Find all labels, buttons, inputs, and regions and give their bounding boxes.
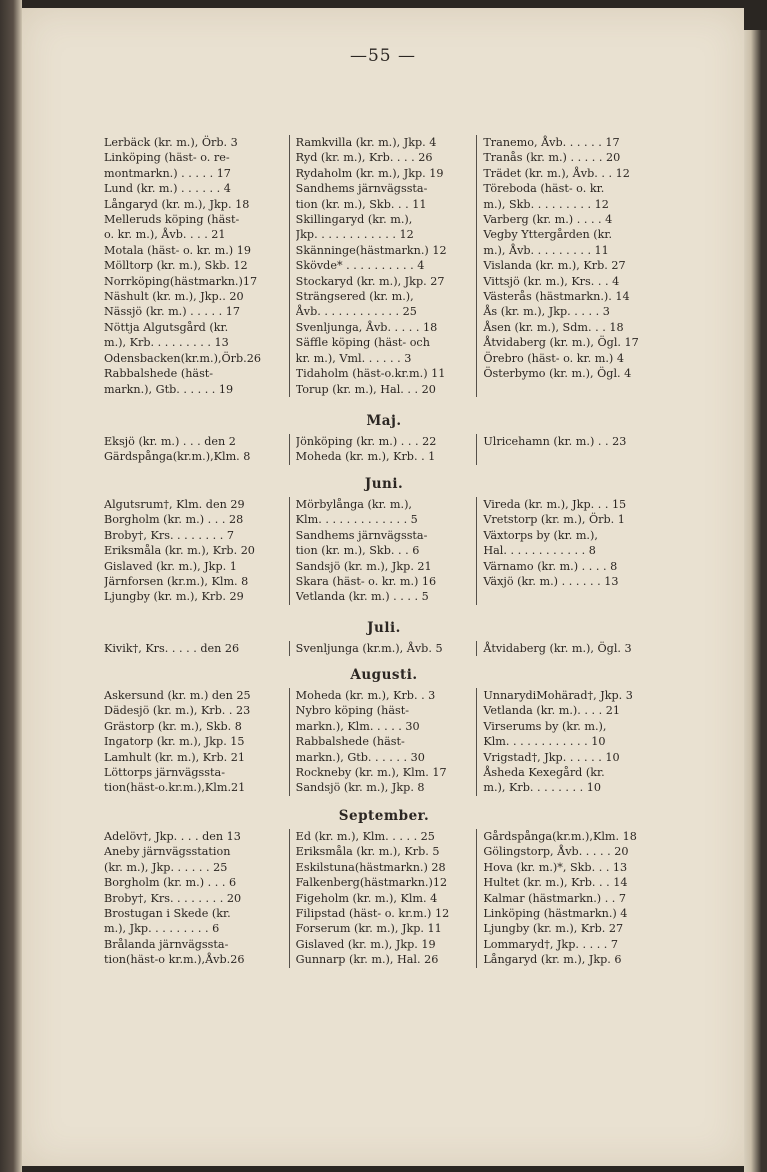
month-heading-juni: Juni. [364,476,404,492]
column-right [476,688,664,796]
list-entry: Norrköping(hästmarkn.)17 [104,274,258,288]
list-entry: Växjö (kr. m.) . . . . . . 13 [483,575,619,589]
column-middle [289,641,477,656]
list-entry: Odensbacken(kr.m.),Örb.26 [104,351,261,365]
column-left [104,688,289,796]
month-heading-maj: Maj. [366,413,402,429]
list-entry: Broby†, Krs. . . . . . . . 7 [104,528,234,542]
column-middle [289,497,477,605]
list-entry: montmarkn.) . . . . . 17 [104,166,231,180]
list-entry: Svenljunga, Åvb. . . . . 18 [295,320,438,334]
column-left [104,434,289,465]
column-left [104,829,289,968]
list-entry: Gårdspånga(kr.m.),Klm. 18 [483,830,637,843]
list-entry: Borgholm (kr. m.) . . . 6 [104,876,237,890]
list-entry: Borgholm (kr. m.) . . . 28 [104,513,244,527]
list-entry: tion (kr. m.), Skb. . . 11 [295,197,427,211]
list-entry: Sandsjö (kr. m.), Jkp. 8 [295,781,425,795]
list-entry: Växtorps by (kr. m.), [483,528,598,542]
list-entry: Askersund (kr. m.) den 25 [104,689,251,702]
list-entry: Åtvidaberg (kr. m.), Ögl. 17 [483,336,639,350]
list-entry: Kivik†, Krs. . . . . den 26 [104,642,240,655]
page-number: —55 — [349,46,417,66]
list-entry: (kr. m.), Jkp. . . . . . 25 [104,860,228,874]
list-entry: o. kr. m.), Åvb. . . . 21 [104,228,226,242]
list-entry: Ljungby (kr. m.), Krb. 27 [483,922,624,936]
list-entry: Hova (kr. m.)*, Skb. . . 13 [483,860,628,874]
month-heading-juli: Juli. [367,620,401,636]
list-entry: Varberg (kr. m.) . . . . 4 [483,213,613,227]
list-entry: Säffle köping (häst- och [295,336,430,350]
list-entry: Åtvidaberg (kr. m.), Ögl. 3 [483,642,632,655]
list-entry: m.), Krb. . . . . . . . 10 [483,781,601,795]
list-entry: kr. m.), Vml. . . . . . 3 [295,351,412,365]
list-entry: Rabbalshede (häst- [104,367,214,381]
list-entry: Trädet (kr. m.), Åvb. . . 12 [483,166,630,180]
list-entry: Nöttja Algutsgård (kr. [104,320,229,334]
list-entry: markn.), Gtb. . . . . . 30 [295,750,425,764]
list-entry: Vittsjö (kr. m.), Krs. . . 4 [483,274,620,288]
list-entry: m.), Åvb. . . . . . . . . 11 [483,243,609,257]
list-entry: Vislanda (kr. m.), Krb. 27 [483,259,626,273]
list-entry: Lerbäck (kr. m.), Örb. 3 [104,136,238,149]
book-spine-shadow [0,0,22,1172]
list-entry: Skillingaryd (kr. m.), [295,213,413,227]
list-entry: m.), Krb. . . . . . . . . 13 [104,336,229,350]
list-entry: Västerås (hästmarkn.). 14 [483,290,630,304]
list-entry: Rydaholm (kr. m.), Jkp. 19 [295,166,444,180]
list-entry: Sandsjö (kr. m.), Jkp. 21 [295,559,432,573]
list-entry: Vretstorp (kr. m.), Örb. 1 [483,513,625,527]
section-maj [104,434,664,465]
list-entry: Töreboda (häst- o. kr. [483,182,605,196]
list-entry: Tranås (kr. m.) . . . . . 20 [483,151,621,165]
list-entry: Gislaved (kr. m.), Jkp. 1 [104,559,237,573]
column-left [104,497,289,605]
list-entry: Hultet (kr. m.), Krb. . . 14 [483,876,628,890]
month-heading-augusti: Augusti. [350,667,418,683]
list-entry: Ingatorp (kr. m.), Jkp. 15 [104,735,245,749]
list-entry: Ås (kr. m.), Jkp. . . . . 3 [483,305,610,319]
list-entry: Skara (häst- o. kr. m.) 16 [295,575,437,589]
list-entry: Eskilstuna(hästmarkn.) 28 [295,860,446,874]
list-entry: Jönköping (kr. m.) . . . 22 [295,435,437,448]
list-entry: Torup (kr. m.), Hal. . . 20 [295,382,436,396]
column-right [476,434,664,465]
column-left [104,135,289,397]
list-entry: Kalmar (hästmarkn.) . . 7 [483,891,627,905]
list-entry: Eriksmåla (kr. m.), Krb. 5 [295,845,440,859]
list-entry: Linköping (häst- o. re- [104,151,230,165]
column-middle [289,688,477,796]
list-entry: Hal. . . . . . . . . . . . 8 [483,544,596,558]
section-september [104,829,664,968]
section-juli [104,641,664,656]
book-page [22,8,744,1166]
list-entry: Vetlanda (kr. m.) . . . . 5 [295,590,429,604]
list-entry: Skänninge(hästmarkn.) 12 [295,243,447,257]
list-entry: Svenljunga (kr.m.), Åvb. 5 [295,642,443,655]
list-entry: Stockaryd (kr. m.), Jkp. 27 [295,274,445,288]
list-entry: Åvb. . . . . . . . . . . . 25 [295,305,417,319]
column-middle [289,434,477,465]
list-entry: Åsheda Kexegård (kr. [483,766,605,780]
section-augusti [104,688,664,796]
list-entry: m.), Skb. . . . . . . . . 12 [483,197,609,211]
list-entry: Lamhult (kr. m.), Krb. 21 [104,750,245,764]
list-entry: tion(häst-o.kr.m.),Klm.21 [104,781,246,795]
list-entry: Sandhems järnvägssta- [295,182,428,196]
list-entry: Mörbylånga (kr. m.), [295,498,412,511]
list-entry: Dädesjö (kr. m.), Krb. . 23 [104,704,251,718]
column-middle [289,135,477,397]
list-entry: Eksjö (kr. m.) . . . den 2 [104,435,236,448]
list-entry: Gölingstorp, Åvb. . . . . 20 [483,845,629,859]
list-entry: Algutsrum†, Klm. den 29 [104,498,245,511]
list-entry: Vireda (kr. m.), Jkp. . . 15 [483,498,627,511]
list-entry: Rabbalshede (häst- [295,735,405,749]
list-entry: Moheda (kr. m.), Krb. . 1 [295,450,436,464]
list-entry: Vegby Yttergården (kr. [483,228,613,242]
list-entry: Jkp. . . . . . . . . . . . 12 [295,228,414,242]
list-entry: UnnarydiMohärad†, Jkp. 3 [483,689,633,702]
list-entry: Eriksmåla (kr. m.), Krb. 20 [104,544,255,558]
column-middle [289,829,477,968]
month-heading-september: September. [338,808,430,824]
list-entry: Figeholm (kr. m.), Klm. 4 [295,891,438,905]
list-entry: Ryd (kr. m.), Krb. . . . 26 [295,151,433,165]
list-entry: Örebro (häst- o. kr. m.) 4 [483,351,624,365]
list-entry: Sandhems järnvägssta- [295,528,428,542]
section-juni [104,497,664,605]
list-entry: Klm. . . . . . . . . . . . 10 [483,735,606,749]
list-entry: Järnforsen (kr.m.), Klm. 8 [104,575,249,589]
list-entry: Värnamo (kr. m.) . . . . 8 [483,559,618,573]
list-entry: tion(häst-o kr.m.),Åvb.26 [104,953,245,967]
list-entry: Ljungby (kr. m.), Krb. 29 [104,590,244,604]
list-entry: Tidaholm (häst-o.kr.m.) 11 [295,367,446,381]
list-entry: Skövde* . . . . . . . . . . 4 [295,259,425,273]
list-entry: Ed (kr. m.), Klm. . . . . 25 [295,830,435,843]
list-entry: Åsen (kr. m.), Sdm. . . 18 [483,320,624,334]
list-entry: Motala (häst- o. kr. m.) 19 [104,243,251,257]
column-right [476,641,664,656]
list-entry: markn.), Gtb. . . . . . 19 [104,382,234,396]
column-right [476,497,664,605]
list-entry: Långaryd (kr. m.), Jkp. 6 [483,953,622,967]
list-entry: Forserum (kr. m.), Jkp. 11 [295,922,442,936]
list-entry: Melleruds köping (häst- [104,213,240,227]
list-entry: Aneby järnvägsstation [104,845,231,859]
list-entry: Gislaved (kr. m.), Jkp. 19 [295,937,436,951]
list-entry: Österbymo (kr. m.), Ögl. 4 [483,367,632,381]
list-entry: Vrigstad†, Jkp. . . . . . 10 [483,750,620,764]
list-entry: Långaryd (kr. m.), Jkp. 18 [104,197,250,211]
column-left [104,641,289,656]
list-entry: Broby†, Krs. . . . . . . . 20 [104,891,242,905]
list-entry: Tranemo, Åvb. . . . . . 17 [483,136,620,149]
list-entry: Linköping (hästmarkn.) 4 [483,907,628,921]
list-entry: Lommaryd†, Jkp. . . . . 7 [483,937,619,951]
list-entry: markn.), Klm. . . . . 30 [295,719,420,733]
list-entry: Gärdspånga(kr.m.),Klm. 8 [104,450,251,464]
column-right [476,829,664,968]
section-continued [104,135,664,397]
list-entry: Adelöv†, Jkp. . . . den 13 [104,830,241,843]
list-entry: tion (kr. m.), Skb. . . 6 [295,544,420,558]
list-entry: Strängsered (kr. m.), [295,290,414,304]
list-entry: Grästorp (kr. m.), Skb. 8 [104,719,242,733]
book-fore-edge [744,30,767,1172]
list-entry: Nässjö (kr. m.) . . . . . 17 [104,305,240,319]
list-entry: Filipstad (häst- o. kr.m.) 12 [295,907,450,921]
list-entry: Gunnarp (kr. m.), Hal. 26 [295,953,439,967]
list-entry: Lund (kr. m.) . . . . . . 4 [104,182,231,196]
list-entry: Nybro köping (häst- [295,704,410,718]
list-entry: m.), Jkp. . . . . . . . . 6 [104,922,220,936]
list-entry: Mölltorp (kr. m.), Skb. 12 [104,259,248,273]
list-entry: Löttorps järnvägssta- [104,766,225,780]
column-right [476,135,664,397]
list-entry: Brålanda järnvägssta- [104,937,229,951]
list-entry: Virserums by (kr. m.), [483,719,607,733]
list-entry: Klm. . . . . . . . . . . . . 5 [295,513,418,527]
list-entry: Brostugan i Skede (kr. [104,907,231,921]
list-entry: Vetlanda (kr. m.). . . . 21 [483,704,620,718]
list-entry: Ulricehamn (kr. m.) . . 23 [483,435,627,448]
list-entry: Moheda (kr. m.), Krb. . 3 [295,689,436,702]
list-entry: Näshult (kr. m.), Jkp.. 20 [104,290,244,304]
list-entry: Falkenberg(hästmarkn.)12 [295,876,448,890]
list-entry: Ramkvilla (kr. m.), Jkp. 4 [295,136,437,149]
list-entry: Rockneby (kr. m.), Klm. 17 [295,766,447,780]
